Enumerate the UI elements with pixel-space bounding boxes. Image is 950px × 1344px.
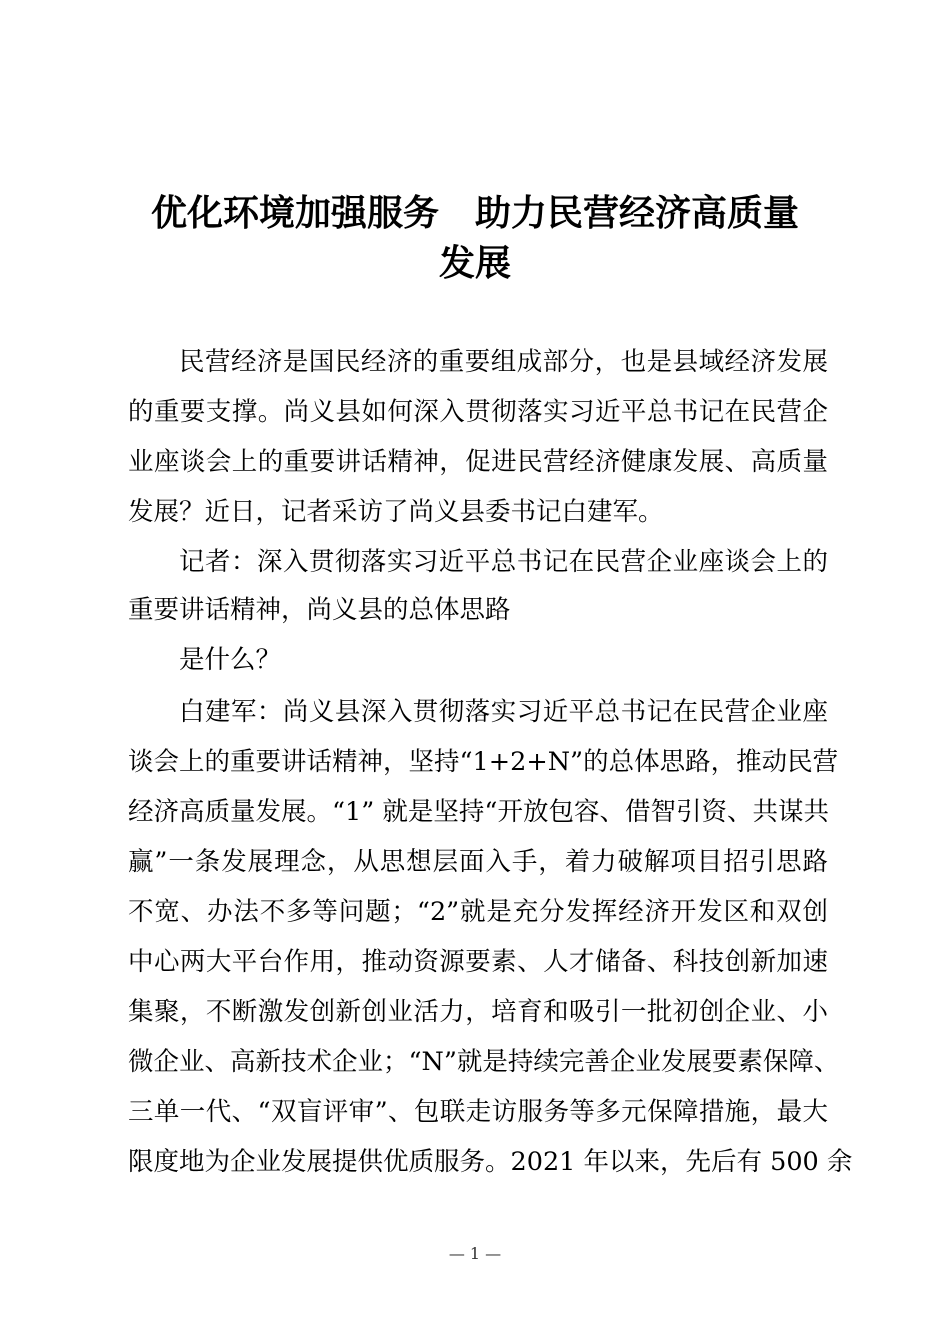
- paragraph-line: 白建军：尚义县深入贯彻落实习近平总书记在民营企业座: [179, 697, 828, 727]
- paragraph-line: 记者：深入贯彻落实习近平总书记在民营企业座谈会上的: [179, 547, 828, 577]
- paragraph-line: 发展？近日，记者采访了尚义县委书记白建军。: [128, 497, 664, 527]
- paragraph-line: 是什么？: [179, 645, 282, 675]
- document-title-line-1: 优化环境加强服务 助力民营经济高质量: [150, 192, 799, 234]
- paragraph-line: 经济高质量发展。“1” 就是坚持“开放包容、借智引资、共谋共: [128, 797, 829, 827]
- paragraph-line: 不宽、办法不多等问题；“2”就是充分发挥经济开发区和双创: [128, 897, 828, 927]
- document-title-line-2: 发展: [438, 242, 511, 284]
- paragraph-line: 的重要支撑。尚义县如何深入贯彻落实习近平总书记在民营企: [128, 397, 828, 427]
- paragraph-line: 集聚，不断激发创新创业活力，培育和吸引一批初创企业、小: [128, 997, 828, 1027]
- paragraph-line: 微企业、高新技术企业；“N”就是持续完善企业发展要素保障、: [128, 1047, 840, 1077]
- paragraph-line: 业座谈会上的重要讲话精神，促进民营经济健康发展、高质量: [128, 447, 828, 477]
- paragraph-line: 中心两大平台作用，推动资源要素、人才储备、科技创新加速: [128, 947, 828, 977]
- paragraph-line: 重要讲话精神，尚义县的总体思路: [128, 595, 511, 625]
- paragraph-line: 赢”一条发展理念，从思想层面入手，着力破解项目招引思路: [128, 847, 828, 877]
- page-number: — 1 —: [448, 1244, 502, 1263]
- paragraph-line: 民营经济是国民经济的重要组成部分，也是县域经济发展: [179, 347, 828, 377]
- paragraph-line: 三单一代、“双盲评审”、包联走访服务等多元保障措施，最大: [128, 1097, 828, 1127]
- paragraph-line: 谈会上的重要讲话精神，坚持“1+2+N”的总体思路，推动民营: [128, 747, 839, 777]
- paragraph-line: 限度地为企业发展提供优质服务。2021 年以来，先后有 500 余: [128, 1147, 853, 1177]
